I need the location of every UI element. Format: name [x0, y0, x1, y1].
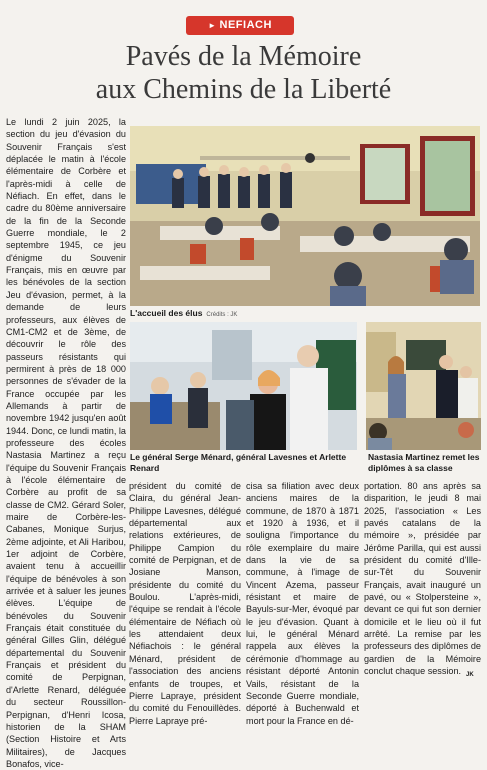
headline: [20, 40, 467, 106]
column-4-text: portation. 80 ans après sa disparition, le jeudi 8 mai 2025, l'association « Les pavés catalans de la mémoire », présidée par Jérôme Parilla, qui est aussi président du comité d'Ille-sur-Têt du Souvenir Français, avait inauguré un pavé, ou « Stolpersteine », devant ce qui fut son dernier domicile et le lieu où il fut arrêté. La remise par les professeurs des diplômes de gardien de la Mémoire conclut chaque session.: [364, 481, 481, 677]
headline-line-1: Pavés de la Mémoire: [125, 41, 362, 72]
diploma-photo: [366, 322, 481, 450]
section-tag-label: NEFIACH: [219, 19, 272, 31]
article-column-1: [6, 116, 126, 770]
photo-1-caption-text: L'accueil des élus: [130, 308, 203, 318]
column-3-text: cisa sa filiation avec deux anciens maires de la commune, de 1870 à 1871 et 1920 à 1936, et il souligna l'importance du rôle exemplaire du maire dans la vie de sa commune, à l'image de Vincent Azema, passeur résistant et maire de Bayuls-sur-Mer, évoqué par le jeu d'évasion. Quant à lui, le général Ménard rappela aux élèves la cérémonie d'hommage au résistant déporté Antonin Vails, résistant de la Seconde Guerre mondiale, déporté à Buchenwald et mort pour la France en dé-: [246, 481, 359, 726]
author-signature: JK: [466, 672, 474, 678]
general-photo: [130, 322, 357, 450]
photo-1-credit: Crédits : JK: [206, 312, 238, 318]
photo-1-caption: [130, 308, 237, 321]
photo-3-caption: Nastasia Martinez remet les diplômes à sa classe: [368, 452, 480, 473]
article-column-2: [129, 480, 241, 727]
article-column-4: [364, 480, 481, 678]
classroom-photo: [130, 126, 480, 306]
general-photo-image: [130, 322, 357, 450]
section-tag: [186, 16, 294, 35]
column-1-text: Le lundi 2 juin 2025, la section du jeu d'évasion du Souvenir Français s'est déplacée le matin à l'école élémentaire de Corbère et l'après-midi à celle de Néfiach. En effet, dans le cadre du 80ème anniversaire de la fin de la Seconde Guerre mondiale, le 2 septembre 1945, ce jeu d'énigme du Souvenir Français, mis en œuvre par les bénévoles de la section Jeu d'évasion, permet, à la demande de leurs professeurs, aux élèves de CM1-CM2 et de 3ème, de découvrir le rôle des passeurs résistants qui permirent à près de 18 000 personnes de s'évader de la France occupée par les Allemands à partir de novembre 1942 jusqu'en août 1944. Donc, ce lundi matin, la professeure des écoles Nastasia Martinez a reçu l'équipe du Souvenir Français à l'école élémentaire de Corbère au profit de sa classe de CM2. Gérard Soler, maire de Corbère-les-Cabanes, Monique Surjus, 2ème adjointe, et Ali Haribou, 1er adjoint de Corbère, avaient tenu à accueillir l'équipe de bénévoles à son arrivée et à saluer les jeunes élèves. L'équipe de bénévoles du Souvenir Français était constituée du général Gilles Glin, délégué départemental du Souvenir Français et président du comité de Perpignan, d'Arlette Renard, déléguée du secteur Roussillon-Perpignan, d'Henri Icosa, historien de la SHAM (Section Histoire et Arts Militaires), de Jacques Bonafos, vice-: [6, 117, 126, 769]
chevron-icon: ►: [208, 21, 217, 30]
diploma-photo-image: [366, 322, 481, 450]
classroom-photo-image: [130, 126, 480, 306]
column-2-text: président du comité de Claira, du général Jean-Philippe Lavesnes, délégué départemental aux relations extérieures, de Philippe Campion du comité de Perpignan, et de Josiane Manson, présidente du comité du Boulou. L'après-midi, l'équipe se rendait à l'école élémentaire de Néfiach où les attendaient deux Néfiachois : le général Ménard, président de l'association des anciens enfants de troupes, et Pierre Lapraye, président du comité du Fenouillèdes. Pierre Lapraye pré-: [129, 481, 241, 726]
photo-2-caption: Le général Serge Ménard, général Lavesnes et Arlette Renard: [130, 452, 347, 473]
headline-line-2: aux Chemins de la Liberté: [95, 74, 392, 105]
article-column-3: [246, 480, 359, 727]
